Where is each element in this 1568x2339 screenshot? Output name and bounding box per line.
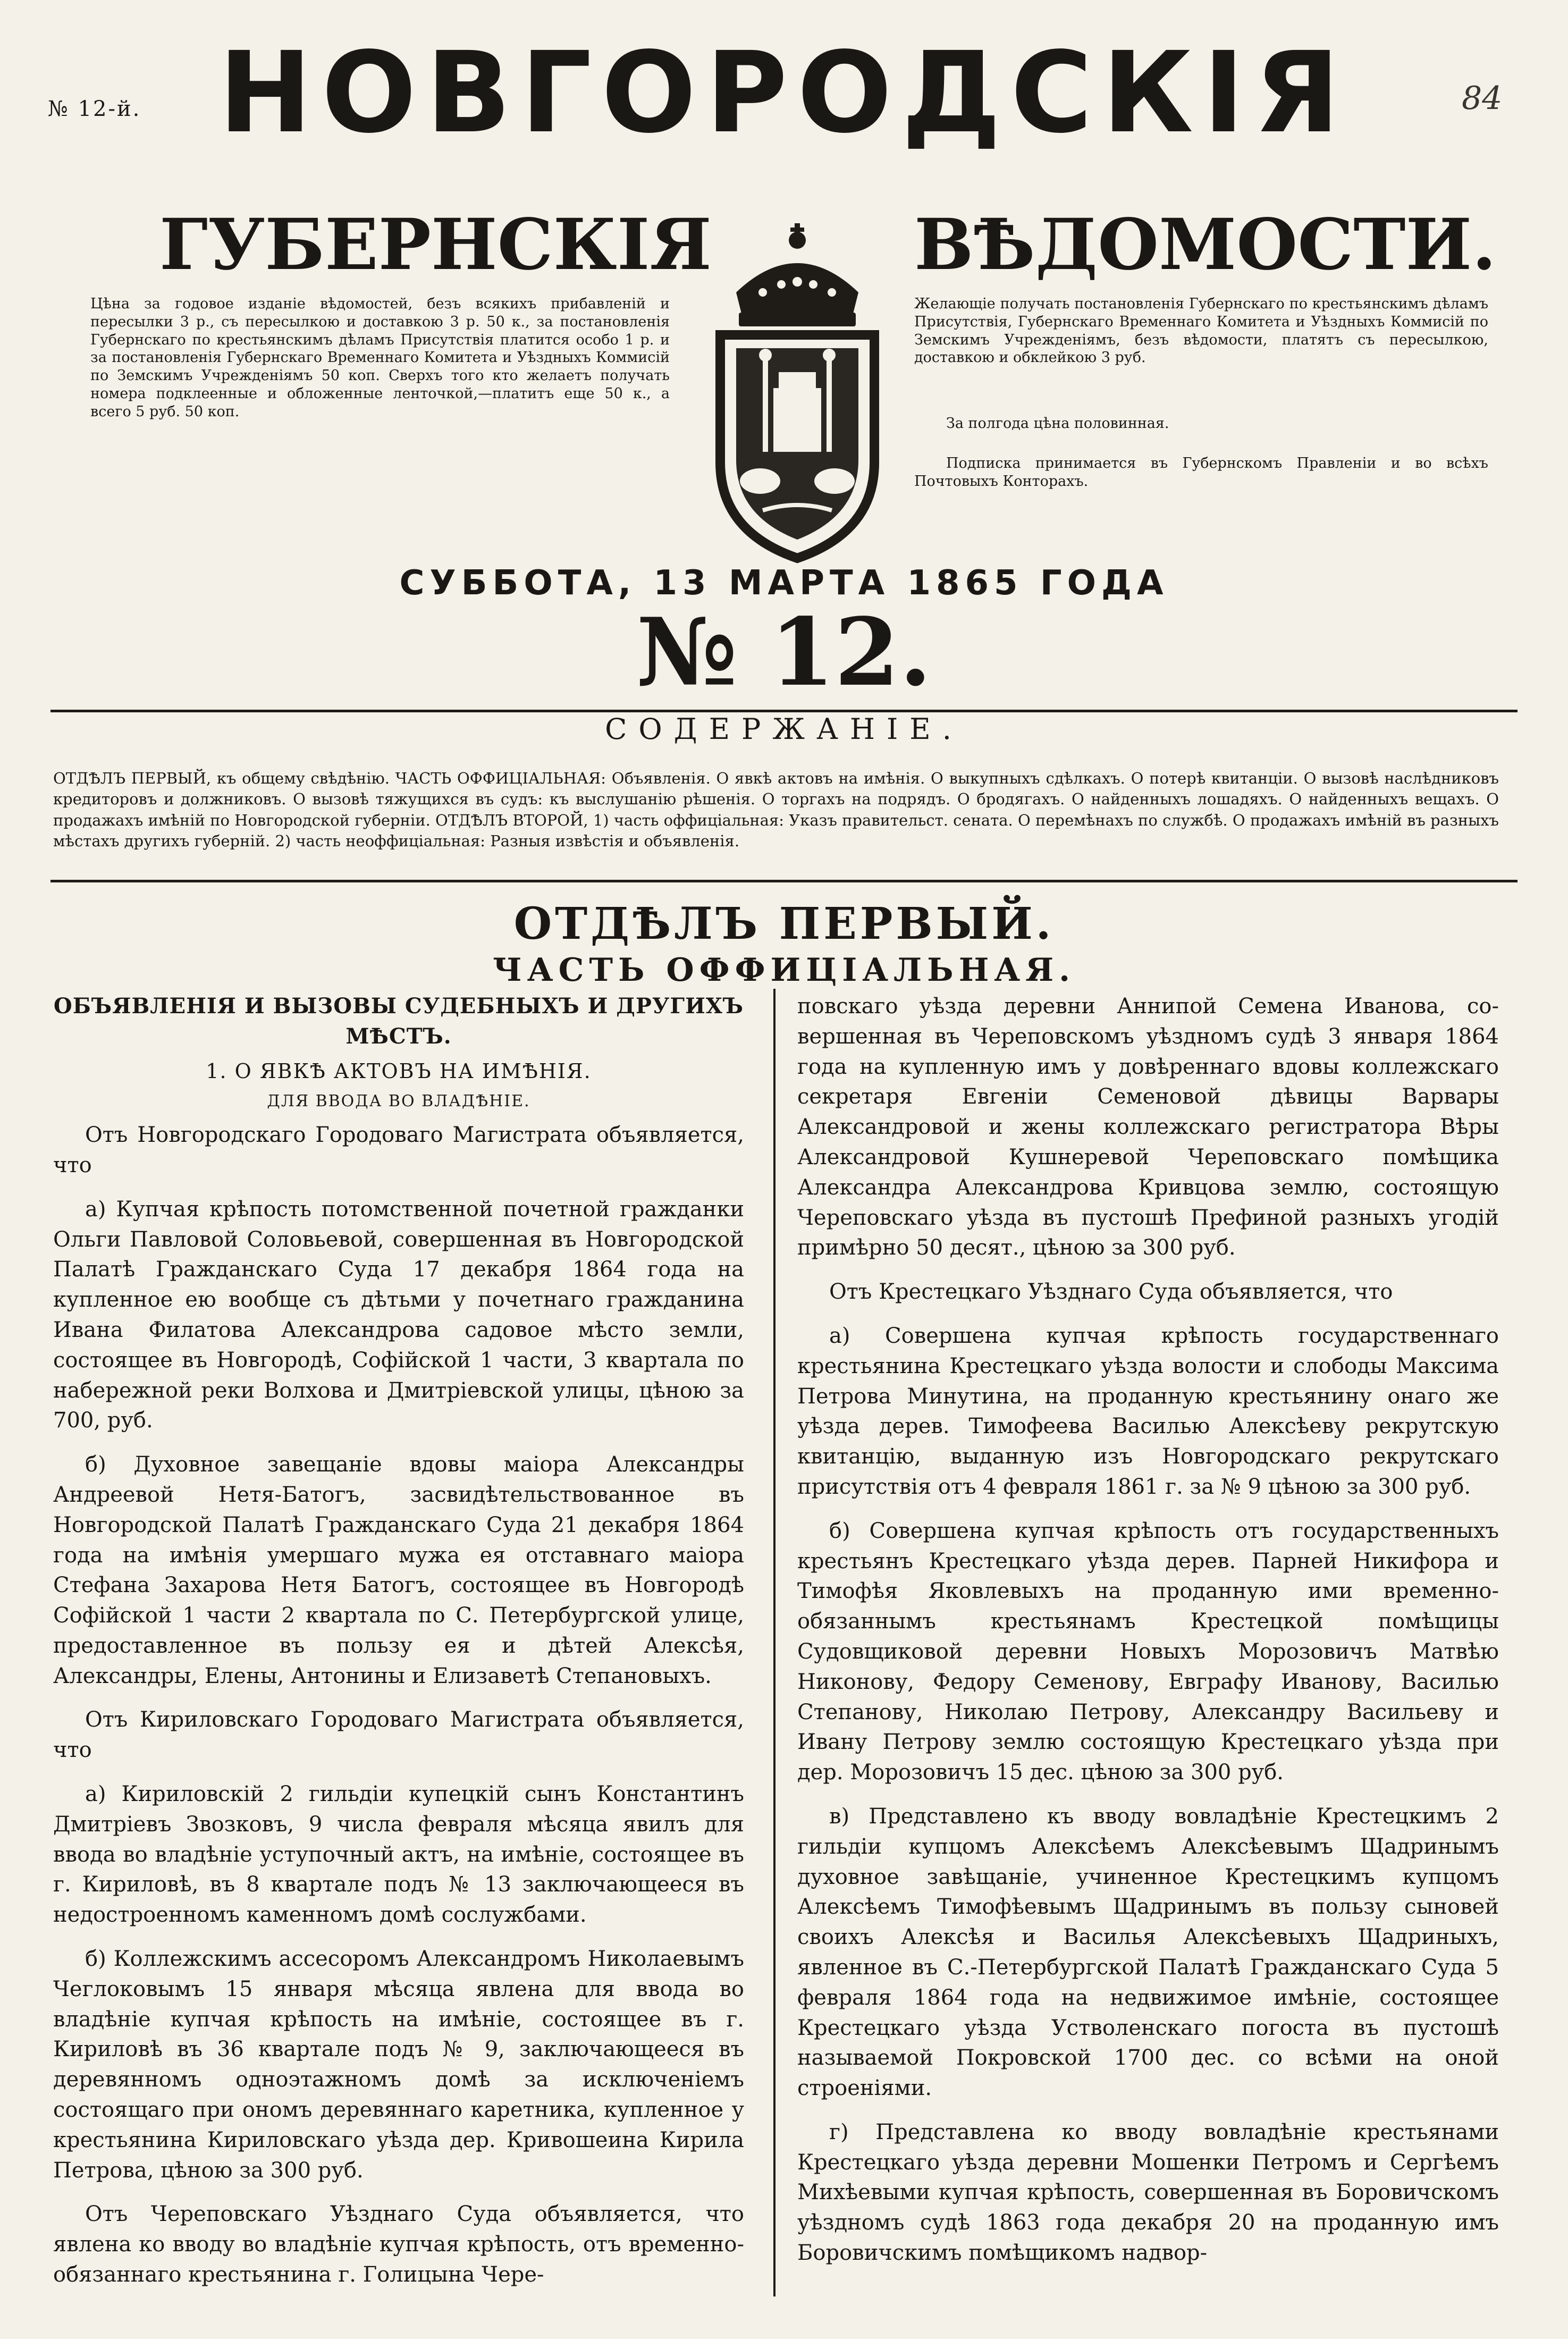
issue-tag: № 12-й. bbox=[48, 97, 141, 121]
subscription-fee-notice: Цѣна за годовое изданіе вѣдомостей, безъ всякихъ прибавленій и пересылки 3 р., съ пересылкою и доставкою 3 р. 50 к., за постановленія Губернскаго по крестьянскимъ дѣламъ Присутствія платится особо 1 р. и за постановленія Губернскаго Временнаго Комитета и Уѣздныхъ Коммисій по Земскимъ Учрежденіямъ 50 коп. Сверхъ того кто желаетъ получать номера подклеенные и обложенные ленточкой,—платитъ еще 50 к., а всего 5 руб. 50 коп. bbox=[90, 296, 670, 420]
paragraph: б) Коллежскимъ ассесоромъ Александромъ Николаевымъ Чеглоковымъ 15 января мѣсяца явлена для ввода во владѣніе купчая крѣпость на имѣніе, состоящее въ г. Кириловѣ въ 36 квартале подъ № 9, заключающееся въ деревянномъ одноэтажномъ домѣ за исключеніемъ состоящаго при ономъ деревяннаго каретника, купленное у крестьянина Кириловскаго уѣзда дер. Кривошеина Кирила Петрова, цѣною за 300 руб. bbox=[53, 1947, 744, 2183]
contents-heading: СОДЕРЖАНІЕ. bbox=[605, 712, 963, 746]
masthead-title: НОВГОРОДСКІЯ bbox=[218, 28, 1350, 158]
page-number: 84 bbox=[1462, 80, 1503, 117]
contents-text: ОТДѢЛЪ ПЕРВЫЙ, къ общему свѣдѣнію. ЧАСТЬ ОФФИЦІАЛЬНАЯ: Объявленія. О явкѣ актовъ на имѣнія. О выкупныхъ сдѣлкахъ. О потерѣ квитанціи. О вызовѣ наслѣдниковъ кредиторовъ и должниковъ. О вызовѣ тяжущихся въ судъ: къ выслушанію рѣшенія. О торгахъ на подрядъ. О бродягахъ. О найденныхъ лошадяхъ. О найденныхъ вещахъ. О продажахъ имѣній по Новгородской губерніи. ОТДѢЛЪ ВТОРОЙ, 1) часть оффиціальная: Указъ правительст. сената. О перемѣнахъ по службѣ. О продажахъ имѣній въ разныхъ мѣстахъ другихъ губерній. 2) часть неоффиціальная: Разныя извѣстія и объявленія. bbox=[53, 769, 1499, 851]
announcements-heading: ОБЪЯВЛЕНІЯ И ВЫЗОВЫ СУДЕБНЫХЪ И ДРУГИХЪ МѢСТЪ. bbox=[53, 994, 744, 1049]
left-column bbox=[53, 991, 744, 2304]
paragraph: г) Представлена ко вводу вовладѣніе крестьянами Крестецкаго уѣзда деревни Мошенки Петромъ и Сергѣемъ Михѣевыми купчая крѣпость, совершенная въ Боровичскомъ уѣздномъ судѣ 1863 года декабря 20 на проданную имъ Боровичскимъ помѣщикомъ надвор- bbox=[797, 2119, 1499, 2266]
possession-subheading: ДЛЯ ВВОДА ВО ВЛАДѢНІЕ. bbox=[267, 1091, 530, 1110]
right-column bbox=[797, 991, 1499, 2282]
section-subtitle: ЧАСТЬ ОФФИЦІАЛЬНАЯ. bbox=[492, 952, 1076, 989]
paragraph: б) Духовное завещаніе вдовы маіора Александры Андреевой Нетя-Батогъ, засвидѣтельствованное въ Новгородской Палатѣ Гражданскаго Суда 21 декабря 1864 года на имѣнія умершаго мужа ея отставнаго маіора Стефана Захарова Нетя Батогъ, состоящее въ Новгородѣ Софійской 1 части 2 квартала по С. Петербургской улице, предоставленное въ пользу ея и дѣтей Алексѣя, Александры, Елены, Антонины и Елизаветѣ Степановыхъ. bbox=[53, 1452, 744, 1688]
paragraph: Отъ Череповскаго Уѣзднаго Суда объявляется, что явлена ко вводу во владѣніе купчая крѣпость, отъ временно-обязаннаго крестьянина г. Голицына Чере- bbox=[53, 2202, 744, 2287]
paragraph: Отъ Крестецкаго Уѣзднаго Суда объявляется, что bbox=[829, 1280, 1393, 1305]
paragraph: Отъ Кириловскаго Городоваго Магистрата объявляется, что bbox=[53, 1707, 744, 1763]
issue-number: № 12. bbox=[636, 598, 932, 707]
paragraph: в) Представлено къ вводу вовладѣніе Крестецкимъ 2 гильдіи купцомъ Алексѣемъ Алексѣевымъ Щадринымъ духовное завѣщаніе, учиненное Крестецкимъ купцомъ Алексѣемъ Тимофѣевымъ Щадринымъ въ пользу сыновей своихъ Алексѣя и Василья Алексѣевыхъ Щадриныхъ, явленное въ С.-Петербургской Палатѣ Гражданскаго Суда 5 февраля 1864 года на недвижимое имѣніе, состоящее Крестецкаго уѣзда Устволенскаго погоста въ пустошѣ называемой Покровской 1700 дес. со всѣми на оной строеніями. bbox=[797, 1804, 1499, 2101]
issue-date: СУББОТА, 13 МАРТА 1865 ГОДА bbox=[399, 563, 1169, 603]
paragraph: а) Совершена купчая крѣпость государственнаго крестьянина Крестецкаго уѣзда волости и слободы Максима Петрова Минутина, на проданную крестьянину онаго же уѣзда дерев. Тимофеева Василью Алексѣеву рекрутскую квитанцію, выданную изъ Новгородскаго рекрутскаго присутствія отъ 4 февраля 1861 г. за № 9 цѣною за 300 руб. bbox=[797, 1323, 1499, 1499]
masthead-subtitle-right: ВѢДОМОСТИ. bbox=[914, 204, 1497, 286]
coat-of-arms-emblem bbox=[699, 213, 896, 563]
column-divider bbox=[773, 989, 775, 2296]
paragraph: повскаго уѣзда деревни Аннипой Семена Иванова, совершенная въ Череповскомъ уѣздномъ судѣ 3 января 1864 года на купленную имъ у довѣреннаго вдовы коллежскаго секретаря Евгеніи Семеновой дѣвицы Варвары Александровой и жены коллежскаго регистратора Вѣры Александровой Кушнеревой Череповскаго помѣщика Александра Александрова Кривцова землю, состоящую Череповскаго уѣзда въ пустошѣ Префиной разныхъ угодій примѣрно 50 десят., цѣною за 300 руб. bbox=[797, 994, 1499, 1260]
masthead-subtitle-left: ГУБЕРНСКІЯ bbox=[159, 204, 712, 286]
paragraph: а) Купчая крѣпость потомственной почетной гражданки Ольги Павловой Соловьевой, совершенная въ Новгородской Палатѣ Гражданскаго Суда 17 декабря 1864 года на купленное ею вообще съ дѣтьми у почетнаго гражданина Ивана Филатова Александрова садовое мѣсто земли, состоящее въ Новгородѣ, Софійской 1 части, 3 квартала по набережной реки Волхова и Дмитріевской улицы, цѣною за 700, руб. bbox=[53, 1197, 744, 1433]
paragraph: Отъ Новгородскаго Городоваго Магистрата объявляется, что bbox=[53, 1123, 744, 1177]
contents-rule bbox=[50, 880, 1518, 882]
deeds-heading: 1. О ЯВКѢ АКТОВЪ НА ИМѢНІЯ. bbox=[206, 1059, 592, 1083]
paragraph: б) Совершена купчая крѣпость отъ государственныхъ крестьянъ Крестецкаго уѣзда дерев. Парней Никифора и Тимофѣя Яковлевыхъ на проданную ими временно-обязаннымъ крестьянамъ Крестецкой помѣщицы Судовщиковой деревни Новыхъ Морозовичъ Матвѣю Никонову, Федору Семенову, Евграфу Иванову, Василью Степанову, Николаю Петрову, Александру Васильеву и Ивану Петрову землю состоящую Крестецкаго уѣзда при дер. Морозовичъ 15 дес. цѣною за 300 руб. bbox=[797, 1518, 1499, 1785]
subscription-places: Подписка принимается въ Губернскомъ Правленіи и во всѣхъ Почтовыхъ Конторахъ. bbox=[914, 455, 1488, 490]
half-year-note: За полгода цѣна половинная. bbox=[946, 415, 1169, 432]
paragraph: а) Кириловскій 2 гильдіи купецкій сынъ Константинъ Дмитріевъ Звозковъ, 9 числа февраля мѣсяца явилъ для ввода во владѣніе уступочный актъ, на имѣніе, состоящее въ г. Кириловѣ, въ 8 квартале подъ № 13 заключающееся въ недостроенномъ каменномъ домѣ сослужбами. bbox=[53, 1782, 744, 1928]
regulations-fee-notice: Желающіе получать постановленія Губернскаго по крестьянскимъ дѣламъ Присутствія, Губернскаго Временнаго Комитета и Уѣздныхъ Коммисій по Земскимъ Учрежденіямъ, безъ вѣдомости, платятъ съ пересылкою, доставкою и обклейкою 3 руб. bbox=[914, 296, 1488, 366]
section-title: ОТДѢЛЪ ПЕРВЫЙ. bbox=[513, 898, 1055, 949]
